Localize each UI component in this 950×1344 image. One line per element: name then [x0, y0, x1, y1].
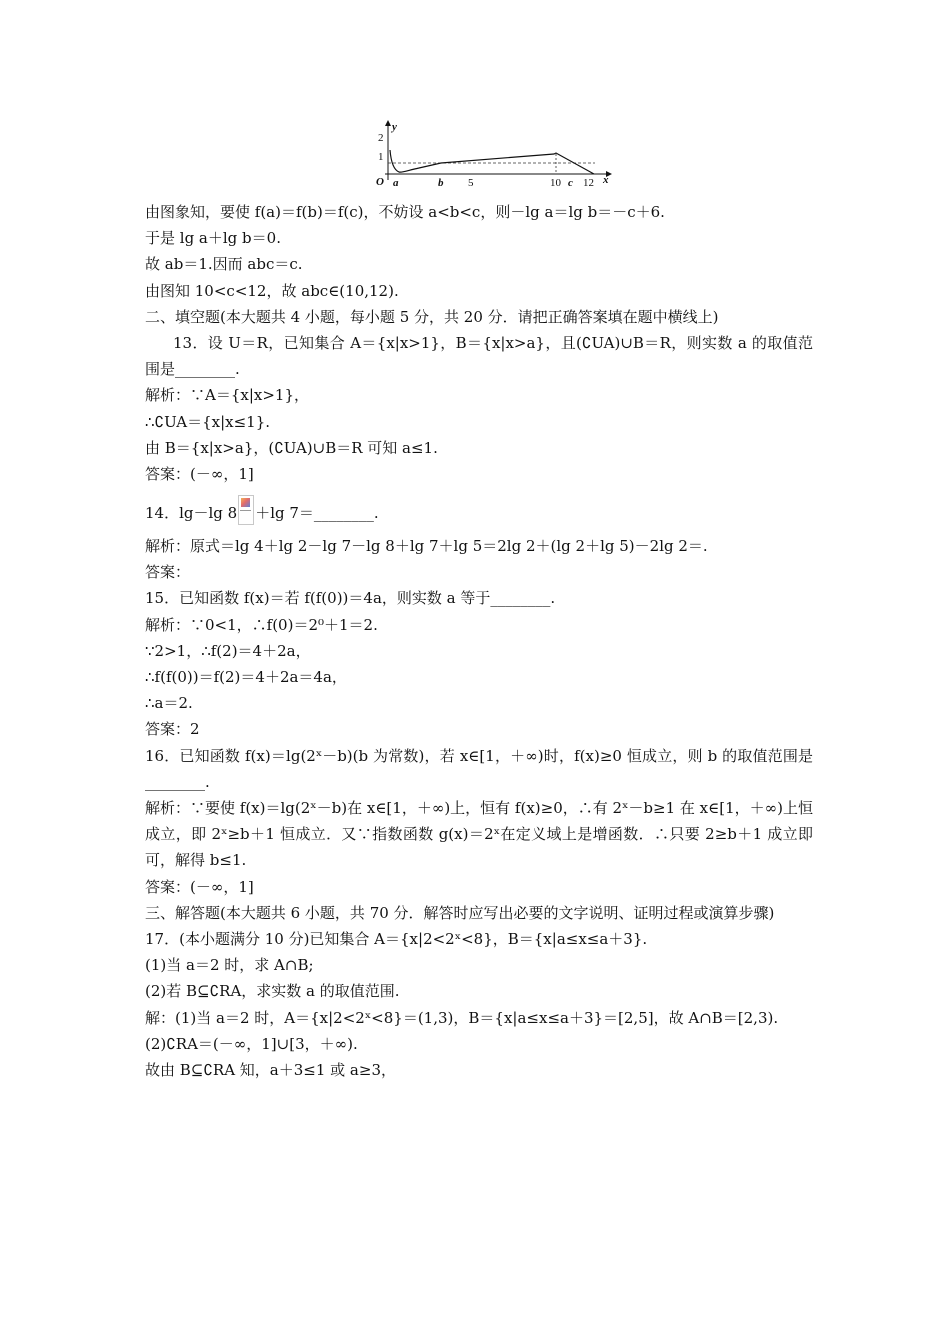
question-16: 16．已知函数 f(x)＝lg(2ˣ－b)(b 为常数)，若 x∈[1，＋∞)时，f(x)≥0 恒成立，则 b 的取值范围是________.	[145, 746, 813, 791]
x-tick-10: 10	[550, 177, 561, 189]
solution-line: 故由 B⊆∁RA 知，a＋3≤1 或 a≥3，	[145, 1060, 396, 1079]
text-line: 由图象知，要使 f(a)＝f(b)＝f(c)，不妨设 a<b<c，则－lg a＝lg b＝－c＋6.	[145, 203, 665, 221]
question-14: 14．lg－lg 8 ＋lg 7＝________.	[145, 495, 813, 525]
solution-line: ∴a＝2.	[145, 694, 193, 713]
text-line: 由图知 10<c<12，故 abc∈(10,12).	[145, 281, 399, 300]
x-axis-label: x	[603, 174, 609, 186]
answer-13: 答案：(－∞，1]	[145, 464, 254, 483]
text-line: 于是 lg a＋lg b＝0.	[145, 229, 281, 248]
x-tick-a: a	[393, 177, 399, 189]
solution-line: 解析：∵A＝{x|x>1}，	[145, 386, 310, 405]
y-axis-label: y	[392, 121, 397, 133]
function-graph	[365, 117, 620, 192]
solution-line: ∵2>1，∴f(2)＝4＋2a，	[145, 641, 311, 660]
solution-line: 解析：∵0<1，∴f(0)＝2⁰＋1＝2.	[145, 615, 378, 634]
origin-label: O	[376, 176, 384, 188]
solution-17-part-1: 解：(1)当 a＝2 时，A＝{x|2<2ˣ<8}＝(1,3)，B＝{x|a≤x≤a＋3}＝[2,5]，故 A∩B＝[2,3).	[145, 1008, 779, 1027]
answer-14: 答案：	[145, 563, 191, 582]
question-13: 13．设 U＝R，已知集合 A＝{x|x>1}，B＝{x|x>a}，且(∁UA)∪B＝R，则实数 a 的取值范围是________.	[145, 333, 813, 379]
question-17-part-1: (1)当 a＝2 时，求 A∩B;	[145, 956, 314, 975]
solution-17-part-2: (2)∁RA＝(－∞，1]∪[3，＋∞).	[145, 1034, 358, 1053]
x-tick-5: 5	[468, 177, 474, 189]
broken-image-icon	[238, 495, 254, 525]
text-line: 故 ab＝1.因而 abc＝c.	[145, 255, 303, 274]
x-tick-c: c	[568, 177, 573, 189]
section-heading: 二、填空题(本大题共 4 小题，每小题 5 分，共 20 分．请把正确答案填在题中横线上)	[145, 307, 719, 326]
question-15: 15．已知函数 f(x)＝若 f(f(0))＝4a，则实数 a 等于________.	[145, 589, 556, 608]
answer-16: 答案：(－∞，1]	[145, 877, 254, 896]
question-17: 17．(本小题满分 10 分)已知集合 A＝{x|2<2ˣ<8}，B＝{x|a≤x≤a＋3}.	[145, 930, 648, 949]
section-heading: 三、解答题(本大题共 6 小题，共 70 分．解答时应写出必要的文字说明、证明过程或演算步骤)	[145, 903, 775, 922]
function-curve	[390, 150, 594, 174]
solution-line: ∴f(f(0))＝f(2)＝4＋2a＝4a，	[145, 668, 347, 687]
solution-14: 解析：原式＝lg 4＋lg 2－lg 7－lg 8＋lg 7＋lg 5＝2lg 2＋(lg 2＋lg 5)－2lg 2＝.	[145, 537, 708, 556]
solution-16: 解析：∵要使 f(x)＝lg(2ˣ－b)在 x∈[1，＋∞)上，恒有 f(x)≥0，∴有 2ˣ－b≥1 在 x∈[1，＋∞)上恒成立，即 2ˣ≥b＋1 恒成立．又∵指数函数 g(x)＝2ˣ在定义域上是增函数．∴只要 2≥b＋1 成立即可，解得 b≤1.	[145, 799, 813, 870]
x-tick-b: b	[438, 177, 444, 189]
y-tick-1: 1	[378, 151, 384, 163]
solution-line: ∴∁UA＝{x|x≤1}.	[145, 412, 271, 431]
solution-line: 由 B＝{x|x>a}，(∁UA)∪B＝R 可知 a≤1.	[145, 438, 438, 457]
question-17-part-2: (2)若 B⊆∁RA，求实数 a 的取值范围.	[145, 982, 400, 1001]
document-body	[145, 199, 813, 1083]
x-tick-12: 12	[583, 177, 594, 189]
answer-15: 答案：2	[145, 720, 200, 739]
y-tick-2: 2	[378, 132, 384, 144]
